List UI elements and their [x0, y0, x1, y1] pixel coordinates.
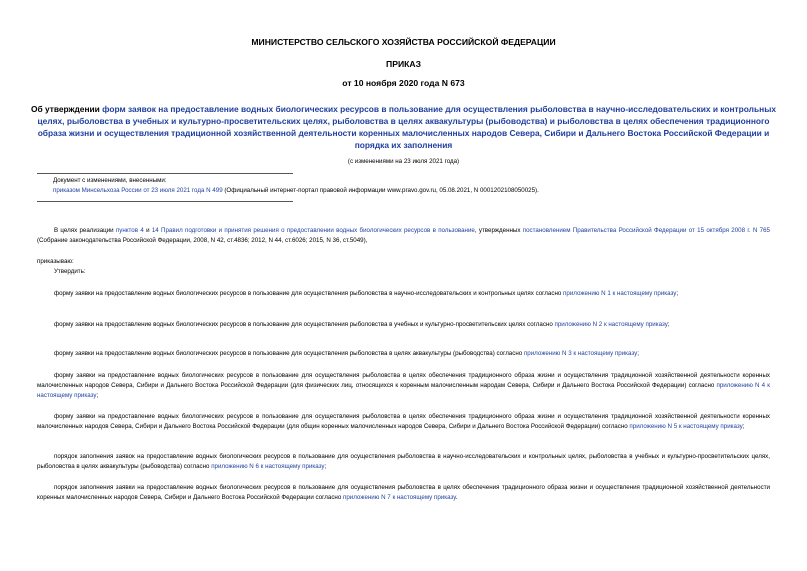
amendment-doc-label: Документ с изменениями, внесенными:: [53, 177, 167, 184]
item-6-end: ;: [324, 463, 327, 470]
divider-bottom: [37, 201, 293, 202]
order-word: приказываю:: [37, 258, 74, 265]
item-3-text: форму заявки на предоставление водных биологических ресурсов в пользование для осуществления рыболовства в целях аквакультуры (рыбоводства) согласно: [54, 350, 524, 357]
intro-text-3: , утвержденных: [474, 227, 523, 234]
item-7-link[interactable]: приложению N 7 к настоящему приказу: [343, 494, 456, 501]
item-2-end: ;: [667, 321, 670, 328]
item-3-end: ;: [637, 350, 639, 357]
title-prefix: Об утверждении: [30, 104, 103, 114]
document-title: [30, 103, 777, 151]
intro-link-2[interactable]: 14 Правил подготовки и принятия решения о предоставлении водных биологических ресурсов в пользование: [151, 227, 475, 234]
approve-word: Утвердить:: [54, 268, 86, 275]
item-5-end: ;: [742, 423, 745, 430]
list-item: [37, 452, 770, 472]
intro-link-1[interactable]: пунктов 4: [115, 227, 144, 234]
amendment-doc-link[interactable]: приказом Минсельхоза России от 23 июля 2021 года N 499: [53, 187, 223, 194]
list-item: [37, 289, 770, 299]
item-1-link[interactable]: приложению N 1 к настоящему приказу: [563, 290, 677, 297]
list-item: [37, 349, 770, 359]
document-type-heading: ПРИКАЗ: [386, 59, 421, 69]
intro-text-4: (Собрание законодательства Российской Федерации, 2008, N 42, ст.4836; 2012, N 44, ст.6026; 2015, N 36, ст.5049),: [37, 237, 368, 244]
amendment-doc-rest: (Официальный интернет-портал правовой информации www.pravo.gov.ru, 05.08.2021, N 0001202108050025).: [222, 187, 539, 194]
item-5-text: форму заявки на предоставление водных биологических ресурсов в пользование для осуществления рыболовства в целях обеспечения традиционного образа жизни и осуществления традиционной хозяйственной деятельности коренных малочисленных народов Севера, Сибири и Дальнего Востока Российской Федерации (для общин коренных малочисленных народов Севера, Сибири и Дальнего Востока Российской Федерации) согласно: [37, 413, 770, 430]
intro-text-1: В целях реализации: [54, 227, 116, 234]
intro-paragraph: [37, 226, 770, 246]
document-date: от 10 ноября 2020 года N 673: [342, 78, 465, 88]
item-3-link[interactable]: приложению N 3 к настоящему приказу: [523, 350, 638, 357]
item-2-link[interactable]: приложению N 2 к настоящему приказу: [554, 321, 668, 328]
item-1-end: ;: [676, 290, 679, 297]
item-5-link[interactable]: приложению N 5 к настоящему приказу: [629, 423, 743, 430]
intro-link-3[interactable]: постановлением Правительства Российской Федерации от 15 октября 2008 г. N 765: [522, 227, 770, 234]
item-1-text: форму заявки на предоставление водных биологических ресурсов в пользование для осуществления рыболовства в научно-исследовательских и контрольных целях согласно: [54, 290, 564, 297]
item-7-text: порядок заполнения заявки на предоставление водных биологических ресурсов в пользование для осуществления рыболовства в целях обеспечения традиционного образа жизни и осуществления традиционной хозяйственной деятельности коренных малочисленных народов Севера, Сибири и Дальнего Востока Российской Федерации согласно: [37, 484, 770, 501]
item-6-link[interactable]: приложению N 6 к настоящему приказу: [211, 463, 325, 470]
item-6-text: порядок заполнения заявок на предоставление водных биологических ресурсов в пользование для осуществления рыболовства в научно-исследовательских и контрольных целях, рыболовства в учебных и культурно-просветительских целях, рыболовства в целях аквакультуры (рыбоводства) согласно: [37, 453, 770, 470]
list-item: [37, 371, 770, 401]
amendment-doc-line: [53, 186, 539, 196]
list-item: [37, 320, 770, 330]
item-2-text: форму заявки на предоставление водных биологических ресурсов в пользование для осуществления рыболовства в учебных и культурно-просветительских целях согласно: [54, 321, 555, 328]
list-item: [37, 483, 770, 503]
list-item: [37, 412, 770, 432]
item-4-end: ;: [96, 392, 99, 399]
intro-text-2: и: [143, 227, 152, 234]
item-4-text: форму заявки на предоставление водных биологических ресурсов в пользование для осуществления рыболовства в целях обеспечения традиционного образа жизни и осуществления традиционной хозяйственной деятельности коренных малочисленных народов Севера, Сибири и Дальнего Востока Российской Федерации (для физических лиц, относящихся к коренным малочисленным народам Севера, Сибири и Дальнего Востока Российской Федерации) согласно: [37, 372, 770, 389]
amendment-note: (с изменениями на 23 июля 2021 года): [347, 158, 460, 165]
item-4-link[interactable]: приложению N 4 к настоящему приказу: [37, 382, 770, 399]
ministry-heading: МИНИСТЕРСТВО СЕЛЬСКОГО ХОЗЯЙСТВА РОССИЙСКОЙ ФЕДЕРАЦИИ: [251, 37, 556, 47]
divider-top: [37, 173, 293, 174]
title-link[interactable]: форм заявок на предоставление водных биологических ресурсов в пользование для осуществления рыболовства в научно-исследовательских и контрольных целях, рыболовства в учебных и культурно-просветительских целях, рыболовства в целях аквакультуры (рыбоводства) и рыболовства в целях обеспечения традиционного образа жизни и осуществления традиционной хозяйственной деятельности коренных малочисленных народов Севера, Сибири и Дальнего Востока Российской Федерации и порядка их заполнения: [37, 104, 777, 150]
item-7-end: .: [455, 494, 458, 501]
